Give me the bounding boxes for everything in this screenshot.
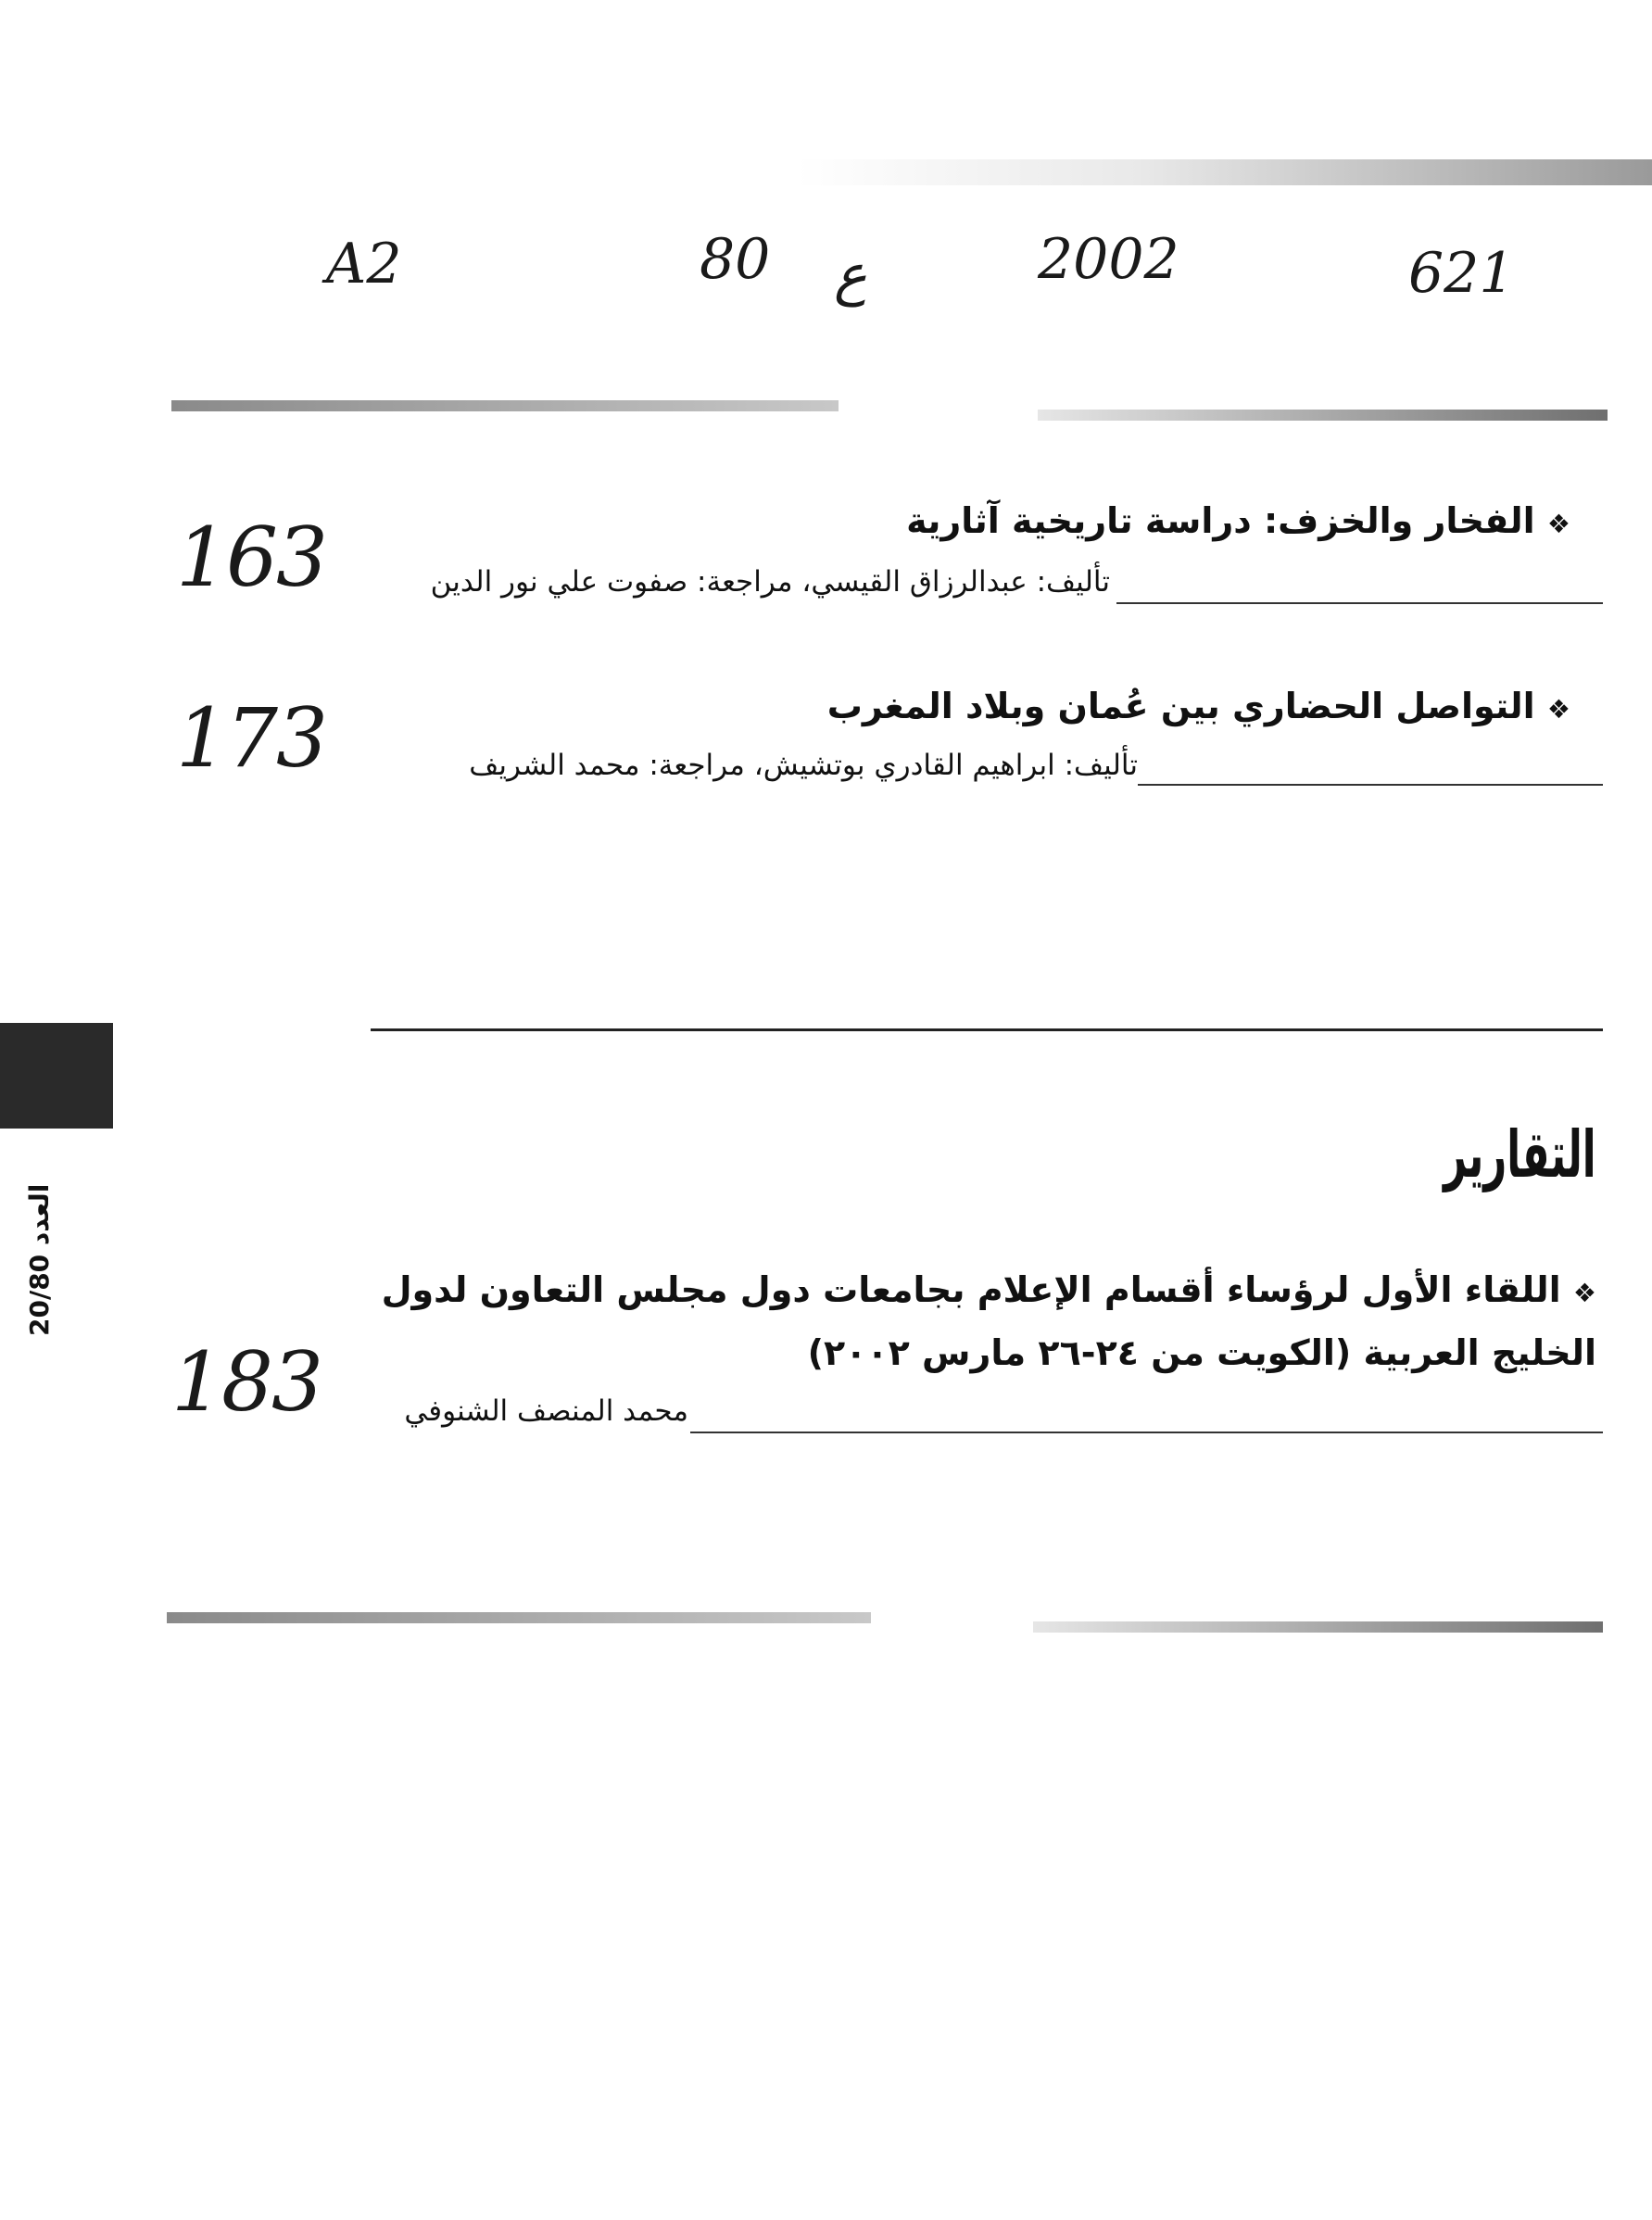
entry-1-byline: تأليف: عبدالرزاق القيسي، مراجعة: صفوت علي نور الدين	[430, 565, 1110, 599]
upper-band-left	[171, 400, 839, 411]
lower-band-right	[1033, 1621, 1603, 1633]
bullet-icon: ❖	[1572, 1278, 1596, 1308]
upper-band-right	[1038, 410, 1608, 421]
handwritten-year: 2002	[1038, 227, 1179, 292]
entry-1-rule	[1116, 602, 1603, 604]
entry-1-title-row	[906, 500, 1570, 541]
report-page: 183	[171, 1334, 322, 1430]
handwritten-code: A2	[326, 232, 402, 296]
report-byline: محمد المنصف الشنوفي	[404, 1394, 688, 1428]
bullet-icon: ❖	[1546, 694, 1570, 725]
issue-label: العدد 20/80	[24, 1183, 55, 1337]
handwritten-letter: ع	[834, 243, 867, 308]
entry-2-page: 173	[176, 690, 326, 786]
entry-1-title: الفخار والخزف: دراسة تاريخية آثارية	[906, 500, 1535, 541]
entry-1-page: 163	[176, 510, 326, 605]
handwritten-number: 621	[1408, 241, 1515, 306]
report-title-line2: الخليج العربية (الكويت من ٢٤-٢٦ مارس ٢٠٠٢)	[807, 1332, 1596, 1373]
report-title-line1: اللقاء الأول لرؤساء أقسام الإعلام بجامعات دول مجلس التعاون لدول	[381, 1269, 1561, 1310]
entry-2-rule	[1138, 784, 1603, 786]
reports-heading: التقارير	[1444, 1116, 1596, 1192]
lower-band-left	[167, 1612, 871, 1623]
entry-2-byline: تأليف: ابراهيم القادري بوتشيش، مراجعة: محمد الشريف	[469, 749, 1138, 782]
entry-2-title-row	[827, 686, 1570, 726]
section-divider	[371, 1028, 1603, 1031]
bullet-icon: ❖	[1546, 509, 1570, 539]
report-rule	[690, 1432, 1603, 1433]
handwritten-issue: 80	[700, 227, 771, 292]
margin-black-box	[0, 1023, 113, 1129]
report-title-line1-row	[382, 1269, 1596, 1310]
entry-2-title: التواصل الحضاري بين عُمان وبلاد المغرب	[826, 686, 1535, 726]
top-scan-band	[797, 159, 1652, 185]
